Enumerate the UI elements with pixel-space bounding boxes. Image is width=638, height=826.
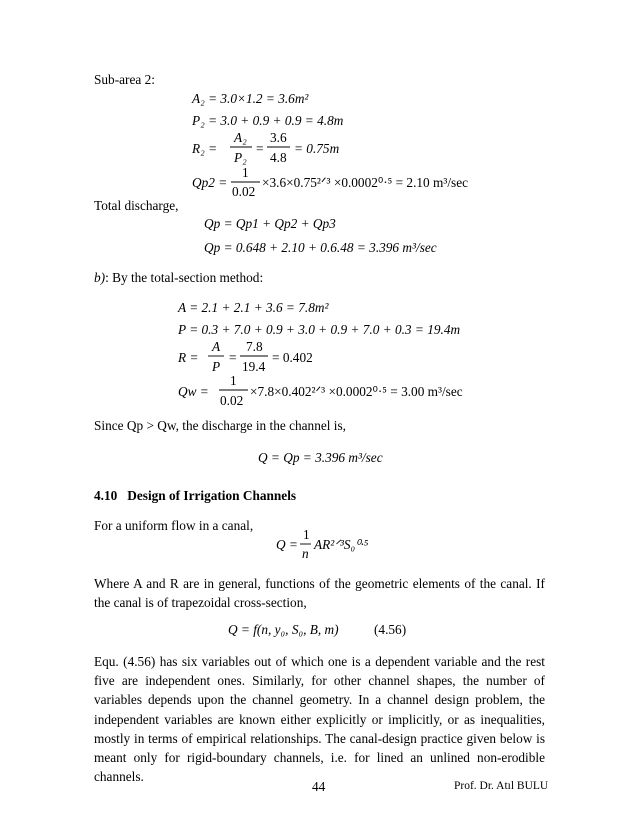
radius-frac1-num: A₂ (234, 130, 247, 145)
section-heading (94, 488, 296, 503)
discharge-frac-num: 1 (242, 166, 249, 180)
radius-mid: = (256, 141, 264, 156)
radius-frac2-num: 7.8 (246, 339, 263, 354)
radius-mid: = (229, 350, 237, 365)
radius-rhs: = 0.75m (294, 141, 340, 156)
total-discharge-heading: Total discharge, (94, 198, 179, 213)
discharge-frac-den: 0.02 (220, 393, 244, 408)
paragraph-geometric-elements: Where A and R are in general, functions of the geometric elements of the canal. If the canal is of trapezoidal cross-section, (94, 576, 545, 611)
manning-frac-num: 1 (303, 528, 310, 542)
total-discharge-sum-equation: Qp = Qp1 + Qp2 + Qp3 (204, 216, 336, 231)
page-number: 44 (312, 779, 326, 794)
manning-rhs: AR²ᐟ³S₀⁰·⁵ (314, 537, 369, 552)
footer-author: Prof. Dr. Atıl BULU (454, 780, 549, 792)
radius-frac2-den: 19.4 (242, 359, 266, 374)
section-title: Design of Irrigation Channels (127, 488, 297, 503)
manning-lhs: Q = (276, 537, 298, 552)
radius-frac2-num: 3.6 (270, 130, 287, 145)
final-discharge-equation: Q = Qp = 3.396 m³/sec (258, 450, 383, 465)
discharge-lhs: Qw = (178, 384, 209, 399)
radius-frac1-num: A (212, 339, 221, 354)
equation-number: (4.56) (374, 622, 407, 637)
method-b-label: b) (94, 270, 106, 285)
comparison-sentence: Since Qp > Qw, the discharge in the channel is, (94, 418, 346, 433)
radius-lhs: R₂ = (192, 141, 218, 156)
discharge-rhs: ×3.6×0.75²ᐟ³ ×0.0002⁰·⁵ = 2.10 m³/sec (262, 175, 469, 190)
discharge-lhs: Qp2 = (192, 175, 228, 190)
subarea2-area-equation: A₂ = 3.0×1.2 = 3.6m² (192, 91, 309, 106)
subarea2-perimeter-equation: P₂ = 3.0 + 0.9 + 0.9 = 4.8m (192, 113, 344, 128)
manning-frac-den: n (302, 546, 309, 561)
radius-frac1-den: P (212, 359, 221, 374)
paragraph-variables: Equ. (4.56) has six variables out of which one is a dependent variable and the rest five are independent ones. Similarly, for other channel shapes, the number of variables depends upon the channel geometry. In a channel design problem, the independent variables are known either explicitly or implicitly, or as inequalities, mostly in terms of empirical relationships. The canal-design practice given below is meant only for rigid-boundary channels, i.e. for lined an unlined non-erodible channels. (94, 654, 545, 785)
subarea2-radius-equation (190, 130, 350, 168)
subarea2-discharge-equation (190, 166, 490, 204)
total-discharge-value-equation: Qp = 0.648 + 2.10 + 0.6.48 = 3.396 m³/sec (204, 240, 437, 255)
method-b-heading (94, 270, 263, 285)
discharge-frac-num: 1 (230, 374, 237, 388)
method-b-text: : By the total-section method: (105, 270, 264, 285)
function-equation: Q = f(n, y₀, S₀, B, m) (228, 622, 339, 637)
method-b-area-equation: A = 2.1 + 2.1 + 3.6 = 7.8m² (178, 300, 329, 315)
uniform-flow-sentence: For a uniform flow in a canal, (94, 518, 254, 533)
manning-equation (274, 528, 384, 568)
radius-lhs: R = (178, 350, 199, 365)
subarea2-heading: Sub-area 2: (94, 72, 155, 87)
radius-frac2-den: 4.8 (270, 150, 287, 165)
radius-rhs: = 0.402 (272, 350, 313, 365)
section-number: 4.10 (94, 488, 118, 503)
discharge-rhs: ×7.8×0.402²ᐟ³ ×0.0002⁰·⁵ = 3.00 m³/sec (250, 384, 463, 399)
method-b-perimeter-equation: P = 0.3 + 7.0 + 0.9 + 3.0 + 0.9 + 7.0 + 0.3 = 19.4m (178, 322, 461, 337)
discharge-frac-den: 0.02 (232, 184, 256, 199)
method-b-radius-equation (176, 339, 336, 377)
radius-frac1-den: P₂ (234, 150, 247, 165)
method-b-discharge-equation (176, 374, 476, 414)
